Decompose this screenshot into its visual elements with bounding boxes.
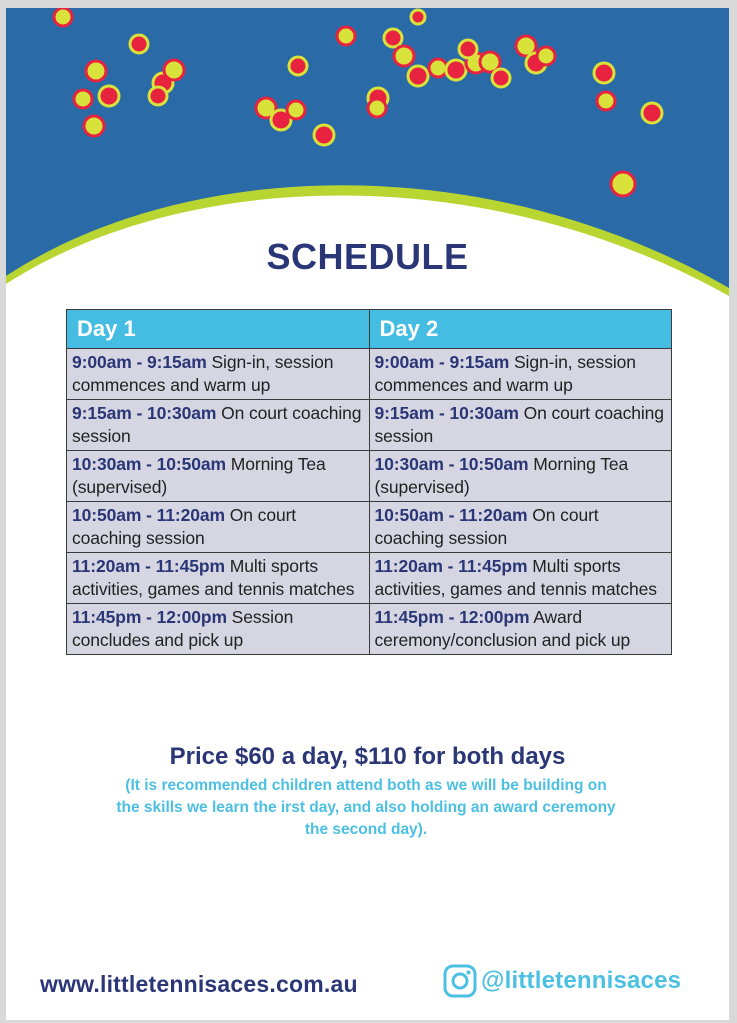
tennis-ball (537, 47, 555, 65)
tennis-ball (408, 66, 428, 86)
tennis-ball (54, 8, 72, 26)
schedule-cell (369, 553, 672, 604)
table-row (67, 349, 672, 400)
tennis-ball (287, 101, 305, 119)
activity-text: Award ceremony/conclusion and pick up (374, 607, 631, 650)
time-range: 10:30am - 10:50am (72, 454, 226, 474)
instagram-handle: @littletennisaces (481, 967, 682, 994)
tennis-ball (86, 61, 106, 81)
tennis-ball (642, 103, 662, 123)
activity-text: Sign-in, session commences and warm up (374, 352, 636, 395)
schedule-cell (67, 502, 370, 553)
activity-text: Session concludes and pick up (72, 607, 294, 650)
table-row (67, 604, 672, 655)
header-day-2: Day 2 (369, 310, 672, 349)
time-range: 11:20am - 11:45pm (374, 556, 528, 576)
tennis-ball (149, 87, 167, 105)
price-heading: Price $60 a day, $110 for both days (169, 743, 566, 770)
time-range: 9:00am - 9:15am (72, 352, 207, 372)
tennis-ball (394, 46, 414, 66)
tennis-ball (446, 60, 466, 80)
time-range: 10:50am - 11:20am (72, 505, 225, 525)
activity-text: Sign-in, session commences and warm up (72, 352, 334, 395)
time-range: 9:15am - 10:30am (72, 403, 217, 423)
schedule-cell (67, 400, 370, 451)
instagram-icon (443, 964, 477, 998)
tennis-ball (130, 35, 148, 53)
table-header-row (67, 310, 672, 349)
instagram-link[interactable] (443, 964, 681, 998)
schedule-cell (369, 451, 672, 502)
activity-text: On court coaching session (72, 403, 362, 446)
activity-text: On court coaching session (374, 505, 599, 548)
tennis-ball (459, 40, 477, 58)
tennis-ball (84, 116, 104, 136)
tennis-ball (611, 172, 635, 196)
tennis-ball (368, 99, 386, 117)
tennis-ball (99, 86, 119, 106)
time-range: 11:20am - 11:45pm (72, 556, 225, 576)
flyer-page (6, 8, 729, 1020)
header-day-1: Day 1 (67, 310, 370, 349)
schedule-cell (369, 502, 672, 553)
activity-text: Morning Tea (supervised) (72, 454, 326, 497)
table-row (67, 502, 672, 553)
table-row (67, 400, 672, 451)
time-range: 9:15am - 10:30am (374, 403, 519, 423)
activity-text: Morning Tea (supervised) (374, 454, 629, 497)
time-range: 9:00am - 9:15am (374, 352, 510, 372)
tennis-ball (384, 29, 402, 47)
schedule-cell (67, 553, 370, 604)
tennis-ball (597, 92, 615, 110)
activity-text: Multi sports activities, games and tennis matches (72, 556, 355, 599)
schedule-cell (67, 451, 370, 502)
schedule-cell (369, 604, 672, 655)
tennis-ball (164, 60, 184, 80)
activity-text: Multi sports activities, games and tennis matches (374, 556, 657, 599)
tennis-ball (337, 27, 355, 45)
tennis-ball (411, 10, 425, 24)
tennis-ball (74, 90, 92, 108)
time-range: 11:45pm - 12:00pm (72, 607, 227, 627)
tennis-ball (314, 125, 334, 145)
tennis-ball (289, 57, 307, 75)
schedule-cell (67, 604, 370, 655)
time-range: 10:50am - 11:20am (374, 505, 528, 525)
activity-text: On court coaching session (72, 505, 297, 548)
price-note: (It is recommended children attend both as we will be building on the skills we learn the irst day, and also holding an award ceremony the second day). (116, 777, 616, 838)
table-row (67, 451, 672, 502)
schedule-cell (67, 349, 370, 400)
tennis-ball (594, 63, 614, 83)
activity-text: On court coaching session (374, 403, 664, 446)
schedule-cell (369, 400, 672, 451)
time-range: 11:45pm - 12:00pm (374, 607, 530, 627)
time-range: 10:30am - 10:50am (374, 454, 529, 474)
schedule-table (66, 309, 672, 655)
tennis-ball (492, 69, 510, 87)
website-link[interactable]: www.littletennisaces.com.au (40, 971, 358, 997)
tennis-ball (429, 59, 447, 77)
table-row (67, 553, 672, 604)
page-title: SCHEDULE (266, 236, 469, 277)
schedule-cell (369, 349, 672, 400)
